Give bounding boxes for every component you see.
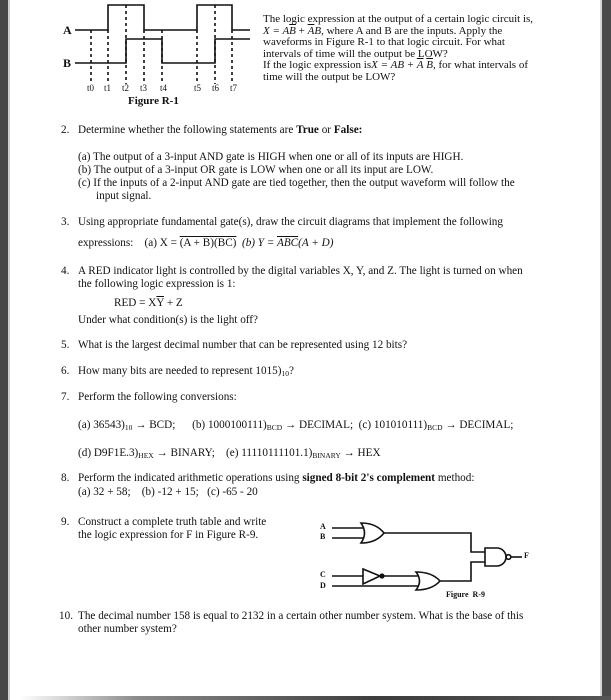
input-label-c: C [320, 570, 326, 579]
q2-item-a: (a) The output of a 3-input AND gate is HIGH when one or all of its inputs are HIGH. [78, 151, 464, 163]
q9-number: 9. [61, 516, 70, 528]
q5-number: 5. [61, 339, 70, 351]
figure-r1 [0, 0, 260, 108]
nand-gate [485, 548, 506, 566]
q1-line-4: intervals of time will the output be LOW? [263, 47, 448, 60]
time-label-t2: t2 [122, 83, 130, 93]
q2-item-c-cont: input signal. [96, 190, 152, 202]
time-label-t7: t7 [230, 83, 238, 93]
time-label-t3: t3 [140, 83, 148, 93]
q10-line-2: other number system? [78, 623, 177, 635]
q4-line-3: Under what condition(s) is the light off? [78, 314, 258, 326]
q3-expr-b-bar: $\overline{ABC}$ [276, 237, 299, 249]
q4-line-2: the following logic expression is 1: [78, 278, 236, 290]
q7-item-e: (e) $11110111101.1)_{BINARY}$ → HEX [226, 447, 381, 460]
q2-item-c: (c) If the inputs of a 2-input AND gate are tied together, then the output waveform will follow the [78, 177, 515, 189]
q3-line-2: expressions: (a) X = (A + B)(BC) (b) $Y = \overline{ABC}(A + D)$ [78, 237, 334, 249]
q5-text: What is the largest decimal number that can be represented using 12 bits? [78, 339, 408, 351]
time-markers [91, 5, 232, 84]
figure-r9 [300, 510, 560, 610]
page-right-highlight [600, 0, 602, 700]
q9-line-1: Construct a complete truth table and write [78, 516, 267, 528]
input-label-b: B [320, 532, 326, 541]
q1-line-2: $X = A\overline{B} + \overline{A}B$, where A and B are the inputs. Apply the [263, 24, 503, 37]
q2-number: 2. [61, 124, 70, 136]
figure-r9-caption: Figure R-9 [446, 590, 485, 599]
time-label-t0: t0 [87, 83, 95, 93]
q2-stem: Determine whether the following statements are True or False: [78, 124, 363, 136]
not-bubble [380, 574, 384, 578]
q8-number: 8. [61, 472, 70, 484]
or-gate-cd [416, 572, 440, 590]
q7-number: 7. [61, 391, 70, 403]
q9-line-2: the logic expression for F in Figure R-9. [78, 529, 259, 541]
q7-row-2 [78, 447, 381, 460]
q3-number: 3. [61, 216, 70, 228]
not-gate-c [363, 569, 380, 584]
q3-line-1: Using appropriate fundamental gate(s), draw the circuit diagrams that implement the following [78, 216, 503, 228]
q7-item-c: (c) $101010111)_{BCD}$ → DECIMAL; [358, 419, 514, 432]
q7-stem: Perform the following conversions: [78, 391, 237, 403]
output-label-f: F [524, 551, 529, 560]
q10-number: 10. [59, 610, 73, 622]
q7-item-a: (a) $36543)_{10}$ → BCD; [78, 419, 176, 432]
logic-circuit-diagram [300, 510, 560, 610]
q7-item-b: (b) $1000100111)_{BCD}$ → DECIMAL; [192, 419, 354, 432]
q6-text: How many bits are needed to represent $1015)_{10}$? [78, 365, 294, 378]
input-label-d: D [320, 581, 326, 590]
waveform-diagram [0, 0, 260, 108]
or-gate-ab [361, 523, 384, 543]
q8-operations: (a) 32 + 58; (b) -12 + 15; (c) -65 - 20 [78, 486, 258, 498]
q1-line-1: The logic expression at the output of a certain logic circuit is, [263, 13, 534, 25]
q4-number: 4. [61, 265, 70, 277]
q6-number: 6. [61, 365, 70, 377]
time-label-t4: t4 [160, 83, 168, 93]
q4-expression: RED = $X\overline{Y} + Z$ [114, 297, 183, 309]
q2-item-b: (b) The output of a 3-input OR gate is LOW when one or all its input are LOW. [78, 164, 434, 176]
input-label-a: A [320, 522, 326, 531]
q8-stem: Perform the indicated arithmetic operations using signed 8-bit 2's complement method: [78, 472, 475, 484]
signal-label-a: A [63, 23, 72, 37]
q7-item-d: (d) $D9F1E.3)_{HEX}$ → BINARY; [78, 447, 215, 460]
wire-or2-out [440, 562, 485, 581]
q3-expr-a: (A + B)(BC) [179, 237, 237, 249]
time-label-t5: t5 [194, 83, 202, 93]
page-bottom-shadow [20, 696, 611, 700]
q1-line-3: waveforms in Figure R-1 to that logic circuit. For what [263, 36, 505, 49]
q10-line-1: The decimal number 158 is equal to 2132 in a certain other number system. What is the base of this [78, 610, 524, 622]
time-label-t1: t1 [104, 83, 112, 93]
q4-line-1: A RED indicator light is controlled by the digital variables X, Y, and Z. The light is turned on when [78, 265, 523, 277]
q1-line-6: time will the output be LOW? [263, 70, 396, 83]
question-1 [263, 14, 533, 84]
nand-bubble [506, 555, 511, 560]
time-label-t6: t6 [212, 83, 220, 93]
q1-line-5: If the logic expression isX = AB + $\overline{A}$ $\overline{B}$, for what intervals of [263, 59, 528, 72]
wire-or1-out [384, 533, 485, 552]
figure-r1-caption: Figure R-1 [128, 95, 179, 107]
waveform-a [75, 5, 250, 30]
q7-row-1 [78, 419, 513, 432]
signal-label-b: B [63, 56, 72, 70]
scrollbar-track[interactable] [602, 0, 611, 700]
